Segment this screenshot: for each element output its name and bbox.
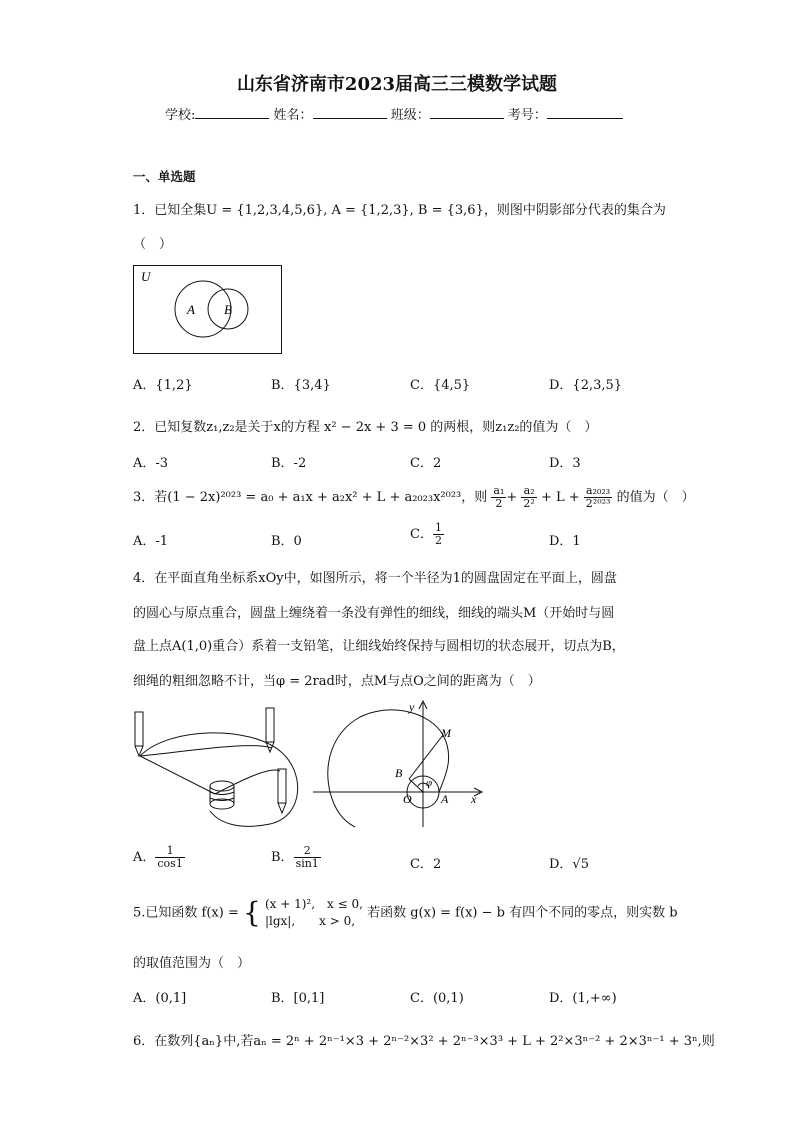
venn-u-label: U bbox=[141, 269, 151, 284]
question-5-line-2: 的取值范围为（ ） bbox=[133, 956, 251, 971]
page-title: 山东省济南市2023届高三三模数学试题 bbox=[236, 74, 558, 95]
q3-suffix: 的值为（ ） bbox=[616, 490, 695, 505]
q2-option-c[interactable]: C．2 bbox=[410, 456, 442, 471]
point-b-label: B bbox=[395, 766, 403, 780]
question-2-text: 2．已知复数z₁,z₂是关于x的方程 x² − 2x + 3 = 0 的两根，则z₁z₂的值为（ ） bbox=[133, 420, 598, 435]
question-5-text bbox=[133, 896, 678, 930]
question-4-line-1: 4．在平面直角坐标系xOy中，如图所示，将一个半径为1的圆盘固定在平面上，圆盘 bbox=[133, 571, 617, 586]
venn-b-label: B bbox=[224, 302, 232, 317]
q3-option-a[interactable]: A．-1 bbox=[133, 534, 169, 549]
q5-prefix: 5.已知函数 f(x) = bbox=[133, 905, 239, 921]
q3-frac-1: $\frac{\text{a₁}}{2}$ bbox=[493, 484, 505, 510]
q3-option-d[interactable]: D．1 bbox=[549, 534, 581, 549]
q3-option-c-frac: $\frac{1}{2}$ bbox=[434, 521, 442, 547]
q5-suffix: 若函数 g(x) = f(x) − b 有四个不同的零点，则实数 b bbox=[367, 905, 678, 921]
q1-option-a[interactable]: A．{1,2} bbox=[133, 378, 193, 393]
question-3-text: 3．若(1 − 2x)²⁰²³ = a₀ + a₁x + a₂x² + L + a₂₀₂₃x²⁰²³，则 $\frac{\text{a₁}}{2}$ + $\frac{\text{a₂}}{\text{2²}}$ + L + $\frac{\text{a₂₀₂₃}}{\text{2²⁰²³}}$ 的值为（ ） bbox=[133, 484, 695, 510]
q1-option-c[interactable]: C．{4,5} bbox=[410, 378, 471, 393]
q4-option-d[interactable]: D．√5 bbox=[549, 857, 589, 872]
q2-option-d[interactable]: D．3 bbox=[549, 456, 581, 471]
school-blank bbox=[195, 106, 269, 119]
q4-option-c[interactable]: C．2 bbox=[410, 857, 442, 872]
class-label: 班级： bbox=[390, 108, 430, 123]
question-4-line-4: 细绳的粗细忽略不计，当φ = 2rad时，点M与点O之间的距离为（ ） bbox=[133, 674, 541, 689]
q3-option-b[interactable]: B．0 bbox=[271, 534, 302, 549]
question-1-text: 1．已知全集U = {1,2,3,4,5,6}, A = {1,2,3}, B = {3,6}，则图中阴影部分代表的集合为 bbox=[133, 203, 666, 218]
q4-option-b-frac: $\frac{2}{\sin 1}$ bbox=[295, 844, 319, 870]
question-6-text: 6．在数列{aₙ}中,若aₙ = 2ⁿ + 2ⁿ⁻¹×3 + 2ⁿ⁻²×3² + 2ⁿ⁻³×3³ + L + 2²×3ⁿ⁻² + 2×3ⁿ⁻¹ + 3ⁿ,则 bbox=[133, 1034, 715, 1049]
angle-phi-label: φ bbox=[426, 777, 433, 789]
class-blank bbox=[430, 106, 504, 119]
q3-frac-3: $\frac{\text{a₂₀₂₃}}{\text{2²⁰²³}}$ bbox=[585, 484, 611, 510]
q1-option-d[interactable]: D．{2,3,5} bbox=[549, 378, 623, 393]
q5-option-b[interactable]: B．[0,1] bbox=[271, 991, 325, 1006]
x-axis-label: x bbox=[471, 792, 477, 806]
q1-option-b[interactable]: B．{3,4} bbox=[271, 378, 331, 393]
q5-option-a[interactable]: A．(0,1] bbox=[133, 991, 187, 1006]
name-label: 姓名： bbox=[273, 108, 313, 123]
involute-figure bbox=[305, 697, 490, 832]
school-label: 学校: bbox=[165, 108, 196, 123]
question-1-paren: （ ） bbox=[133, 237, 173, 252]
venn-a-label: A bbox=[187, 302, 195, 317]
q3-mid: + L + bbox=[540, 490, 580, 505]
q4-option-a[interactable]: A． $\frac{1}{\cos 1}$ bbox=[133, 844, 183, 870]
y-axis-label: y bbox=[409, 700, 415, 714]
q5-cases: (x + 1)², x ≤ 0, |lgx|, x > 0, bbox=[264, 897, 363, 928]
point-o-label: O bbox=[403, 792, 412, 806]
q5-brace: { bbox=[243, 896, 261, 929]
venn-diagram bbox=[133, 265, 283, 355]
question-4-line-2: 的圆心与原点重合，圆盘上缠绕着一条没有弹性的细线，细线的端头M（开始时与圆 bbox=[133, 606, 615, 621]
student-info-line bbox=[165, 104, 623, 123]
q4-option-a-frac: $\frac{1}{\cos 1}$ bbox=[157, 844, 183, 870]
question-4-line-3: 盘上点A(1,0)重合）系着一支铅笔，让细线始终保持与圆相切的状态展开，切点为B， bbox=[133, 639, 625, 654]
q5-option-c[interactable]: C．(0,1) bbox=[410, 991, 464, 1006]
q5-option-d[interactable]: D．(1,+∞) bbox=[549, 991, 617, 1006]
point-a-label: A bbox=[441, 792, 449, 806]
q2-option-a[interactable]: A．-3 bbox=[133, 456, 169, 471]
q3-option-c[interactable]: C． $\frac{1}{2}$ bbox=[410, 521, 442, 547]
q2-option-b[interactable]: B．-2 bbox=[271, 456, 307, 471]
pencil-disk-illustration bbox=[130, 706, 310, 831]
q3-frac-2: $\frac{\text{a₂}}{\text{2²}}$ bbox=[523, 484, 535, 510]
point-m-label: M bbox=[441, 726, 451, 740]
q3-prefix: 3．若(1 − 2x)²⁰²³ = a₀ + a₁x + a₂x² + L + a₂₀₂₃x²⁰²³，则 bbox=[133, 490, 488, 505]
section-heading: 一、单选题 bbox=[133, 169, 196, 184]
number-label: 考号： bbox=[507, 108, 547, 123]
name-blank bbox=[313, 106, 387, 119]
number-blank bbox=[547, 106, 623, 119]
q4-option-b[interactable]: B． $\frac{2}{\sin 1}$ bbox=[271, 844, 319, 870]
